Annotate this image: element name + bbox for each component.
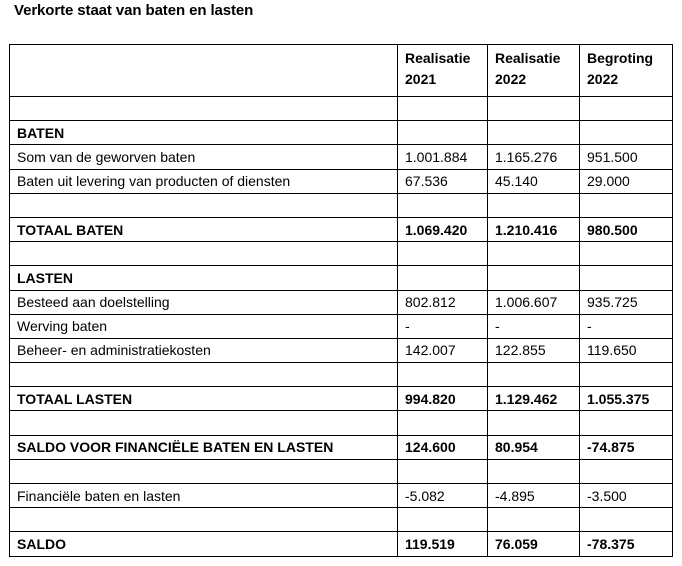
header-cell-realisatie-2021: Realisatie 2021 bbox=[398, 45, 488, 97]
statement-table-body bbox=[10, 45, 673, 557]
cell-realisatie-2022: -4.895 bbox=[488, 484, 580, 508]
cell-realisatie-2022 bbox=[488, 121, 580, 145]
table-spacer-row bbox=[10, 411, 673, 435]
cell-realisatie-2022: 1.165.276 bbox=[488, 145, 580, 169]
cell-label: SALDO VOOR FINANCIËLE BATEN EN LASTEN bbox=[10, 435, 398, 459]
cell-realisatie-2022: - bbox=[488, 314, 580, 338]
cell-label: TOTAAL BATEN bbox=[10, 217, 398, 241]
cell-label: Besteed aan doelstelling bbox=[10, 290, 398, 314]
table-row bbox=[10, 314, 673, 338]
table-row bbox=[10, 121, 673, 145]
cell-realisatie-2021 bbox=[398, 121, 488, 145]
table-row bbox=[10, 532, 673, 556]
cell-realisatie-2022: 80.954 bbox=[488, 435, 580, 459]
table-row bbox=[10, 145, 673, 169]
cell-begroting-2022: 29.000 bbox=[580, 169, 673, 193]
cell-realisatie-2022: 45.140 bbox=[488, 169, 580, 193]
cell-label: Baten uit levering van producten of diensten bbox=[10, 169, 398, 193]
cell-realisatie-2022 bbox=[488, 266, 580, 290]
cell-realisatie-2021 bbox=[398, 459, 488, 483]
cell-realisatie-2021 bbox=[398, 193, 488, 217]
cell-realisatie-2021: 119.519 bbox=[398, 532, 488, 556]
cell-label bbox=[10, 508, 398, 532]
table-spacer-row bbox=[10, 363, 673, 387]
cell-realisatie-2021: 1.001.884 bbox=[398, 145, 488, 169]
table-row bbox=[10, 435, 673, 459]
table-spacer-row bbox=[10, 193, 673, 217]
cell-begroting-2022: 1.055.375 bbox=[580, 387, 673, 411]
cell-label bbox=[10, 193, 398, 217]
cell-begroting-2022: -78.375 bbox=[580, 532, 673, 556]
header-cell-realisatie-2022: Realisatie 2022 bbox=[488, 45, 580, 97]
table-row bbox=[10, 217, 673, 241]
table-header-row bbox=[10, 45, 673, 97]
cell-realisatie-2022: 76.059 bbox=[488, 532, 580, 556]
cell-realisatie-2022 bbox=[488, 508, 580, 532]
cell-begroting-2022: 119.650 bbox=[580, 338, 673, 362]
table-spacer-row bbox=[10, 97, 673, 121]
cell-realisatie-2021: -5.082 bbox=[398, 484, 488, 508]
cell-begroting-2022: 951.500 bbox=[580, 145, 673, 169]
cell-begroting-2022: 935.725 bbox=[580, 290, 673, 314]
cell-label: LASTEN bbox=[10, 266, 398, 290]
cell-label bbox=[10, 97, 398, 121]
table-row bbox=[10, 290, 673, 314]
cell-label bbox=[10, 242, 398, 266]
cell-realisatie-2021 bbox=[398, 363, 488, 387]
table-spacer-row bbox=[10, 508, 673, 532]
table-row bbox=[10, 387, 673, 411]
table-spacer-row bbox=[10, 242, 673, 266]
cell-begroting-2022: -74.875 bbox=[580, 435, 673, 459]
cell-realisatie-2021 bbox=[398, 242, 488, 266]
cell-realisatie-2021 bbox=[398, 411, 488, 435]
cell-begroting-2022 bbox=[580, 411, 673, 435]
table-row bbox=[10, 266, 673, 290]
cell-realisatie-2021: 142.007 bbox=[398, 338, 488, 362]
cell-label bbox=[10, 459, 398, 483]
table-spacer-row bbox=[10, 459, 673, 483]
cell-realisatie-2022 bbox=[488, 193, 580, 217]
cell-label: TOTAAL LASTEN bbox=[10, 387, 398, 411]
cell-begroting-2022: 980.500 bbox=[580, 217, 673, 241]
cell-begroting-2022 bbox=[580, 97, 673, 121]
cell-begroting-2022 bbox=[580, 266, 673, 290]
cell-label: Werving baten bbox=[10, 314, 398, 338]
table-row bbox=[10, 484, 673, 508]
cell-label: Beheer- en administratiekosten bbox=[10, 338, 398, 362]
cell-realisatie-2022 bbox=[488, 242, 580, 266]
cell-realisatie-2021 bbox=[398, 508, 488, 532]
table-row bbox=[10, 338, 673, 362]
cell-begroting-2022 bbox=[580, 242, 673, 266]
document-title: Verkorte staat van baten en lasten bbox=[14, 2, 254, 19]
cell-realisatie-2022: 122.855 bbox=[488, 338, 580, 362]
cell-realisatie-2022 bbox=[488, 97, 580, 121]
cell-realisatie-2022 bbox=[488, 459, 580, 483]
cell-label: Financiële baten en lasten bbox=[10, 484, 398, 508]
cell-realisatie-2021: 1.069.420 bbox=[398, 217, 488, 241]
cell-realisatie-2022 bbox=[488, 411, 580, 435]
cell-realisatie-2021: 124.600 bbox=[398, 435, 488, 459]
cell-realisatie-2021: 802.812 bbox=[398, 290, 488, 314]
cell-label bbox=[10, 411, 398, 435]
cell-begroting-2022: - bbox=[580, 314, 673, 338]
cell-label bbox=[10, 363, 398, 387]
cell-begroting-2022 bbox=[580, 193, 673, 217]
cell-begroting-2022 bbox=[580, 459, 673, 483]
cell-begroting-2022 bbox=[580, 363, 673, 387]
cell-realisatie-2021: - bbox=[398, 314, 488, 338]
cell-realisatie-2021 bbox=[398, 266, 488, 290]
cell-begroting-2022 bbox=[580, 121, 673, 145]
statement-table bbox=[9, 44, 673, 557]
cell-realisatie-2022: 1.210.416 bbox=[488, 217, 580, 241]
header-cell-label bbox=[10, 45, 398, 97]
cell-realisatie-2022 bbox=[488, 363, 580, 387]
cell-label: SALDO bbox=[10, 532, 398, 556]
cell-label: Som van de geworven baten bbox=[10, 145, 398, 169]
cell-realisatie-2022: 1.006.607 bbox=[488, 290, 580, 314]
cell-realisatie-2022: 1.129.462 bbox=[488, 387, 580, 411]
cell-begroting-2022 bbox=[580, 508, 673, 532]
cell-realisatie-2021 bbox=[398, 97, 488, 121]
cell-realisatie-2021: 994.820 bbox=[398, 387, 488, 411]
cell-label: BATEN bbox=[10, 121, 398, 145]
table-row bbox=[10, 169, 673, 193]
cell-begroting-2022: -3.500 bbox=[580, 484, 673, 508]
cell-realisatie-2021: 67.536 bbox=[398, 169, 488, 193]
header-cell-begroting-2022: Begroting 2022 bbox=[580, 45, 673, 97]
